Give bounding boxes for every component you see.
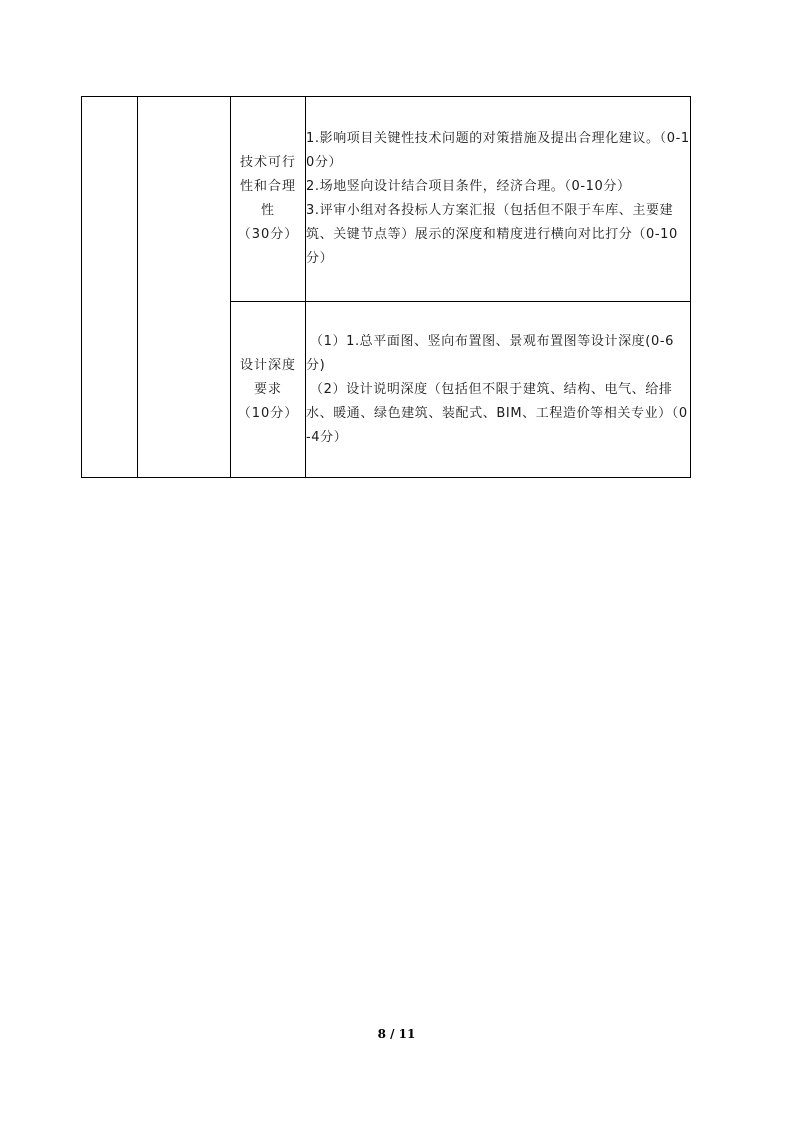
description-item: 2.场地竖向设计结合项目条件，经济合理。（0-10分） [306, 179, 631, 194]
description-item: （2）设计说明深度（包括但不限于建筑、结构、电气、给排水、暖通、绿色建筑、装配式、BIM、工程造价等相关专业）（0-4分） [306, 381, 688, 445]
page-number: 8 / 11 [377, 1027, 416, 1041]
description-item: （1）1.总平面图、竖向布置图、景观布置图等设计深度(0-6分) [306, 333, 674, 373]
criterion-line: 性 [260, 203, 275, 218]
description-cell-design-depth [306, 302, 691, 478]
criterion-line: 要求 [253, 381, 282, 397]
empty-cell-col2 [138, 97, 231, 478]
criterion-cell-technical-feasibility [231, 97, 306, 302]
description-item: 3.评审小组对各投标人方案汇报（包括但不限于车库、主要建筑、关键节点等）展示的深度和精度进行横向对比打分（0-10分） [306, 203, 678, 266]
criterion-line: 设计深度 [239, 357, 296, 373]
empty-cell-col1 [82, 97, 138, 478]
table-row [82, 97, 691, 302]
evaluation-table [81, 96, 691, 478]
criterion-line: 性和合理 [239, 179, 296, 194]
criterion-score: （30分） [237, 227, 299, 242]
criterion-line: 技术可行 [239, 155, 296, 170]
criterion-cell-design-depth [231, 302, 306, 478]
criterion-score: （10分） [237, 405, 299, 421]
description-cell-technical-feasibility [306, 97, 691, 302]
description-item: 1.影响项目关键性技术问题的对策措施及提出合理化建议。（0-10分） [306, 131, 690, 170]
